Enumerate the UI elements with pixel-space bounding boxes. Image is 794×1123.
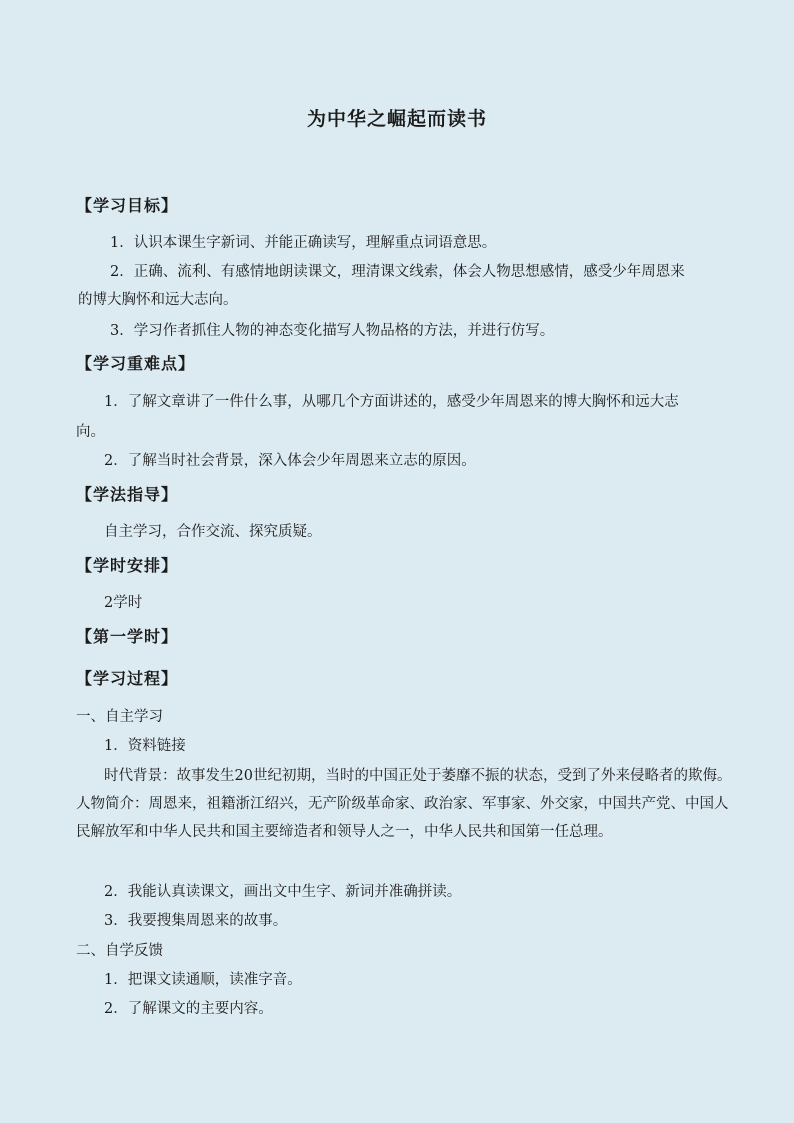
process-item-2: 2．我能认真读课文，画出文中生字、新词并准确拼读。 (104, 884, 462, 900)
heading-schedule: 【学时安排】 (76, 556, 179, 575)
goal-item-3: 3．学习作者抓住人物的神态变化描写人物品格的方法，并进行仿写。 (110, 323, 555, 339)
part2-title: 二、自学反馈 (76, 943, 163, 959)
heading-method: 【学法指导】 (76, 485, 179, 504)
goal-item-2: 2．正确、流利、有感情地朗读课文，理清课文线索，体会人物思想感情，感受少年周恩来 (110, 264, 685, 280)
goal-item-1: 1．认识本课生字新词、并能正确读写，理解重点词语意思。 (110, 235, 497, 251)
document-title: 为中华之崛起而读书 (306, 108, 487, 130)
heading-learning-goals: 【学习目标】 (76, 196, 179, 215)
key-point-2: 2．了解当时社会背景，深入体会少年周恩来立志的原因。 (104, 453, 476, 469)
heading-key-points: 【学习重难点】 (76, 354, 196, 373)
method-text: 自主学习，合作交流、探究质疑。 (104, 524, 322, 540)
heading-process: 【学习过程】 (76, 669, 179, 688)
feedback-item-1: 1．把课文读通顺，读准字音。 (104, 972, 302, 988)
part1-title: 一、自主学习 (76, 709, 163, 725)
process-item-3: 3．我要搜集周恩来的故事。 (104, 913, 288, 929)
background-paragraph: 时代背景：故事发生20世纪初期，当时的中国正处于萎靡不振的状态，受到了外来侵略者的欺侮。人物简介：周恩来，祖籍浙江绍兴，无产阶级革命家、政治家、军事家、外交家，中国共产党、中国人民解放军和中华人民共和国主要缔造者和领导人之一，中华人民共和国第一任总理。 (76, 768, 732, 840)
process-item-1: 1．资料链接 (104, 738, 186, 754)
key-point-1-cont: 向。 (76, 424, 105, 440)
schedule-text: 2学时 (104, 595, 143, 611)
feedback-item-2: 2．了解课文的主要内容。 (104, 1001, 273, 1017)
key-point-1: 1．了解文章讲了一件什么事，从哪几个方面讲述的，感受少年周恩来的博大胸怀和远大志 (104, 394, 679, 410)
heading-first-period: 【第一学时】 (76, 627, 179, 646)
goal-item-2-cont: 的博大胸怀和远大志向。 (78, 292, 238, 308)
